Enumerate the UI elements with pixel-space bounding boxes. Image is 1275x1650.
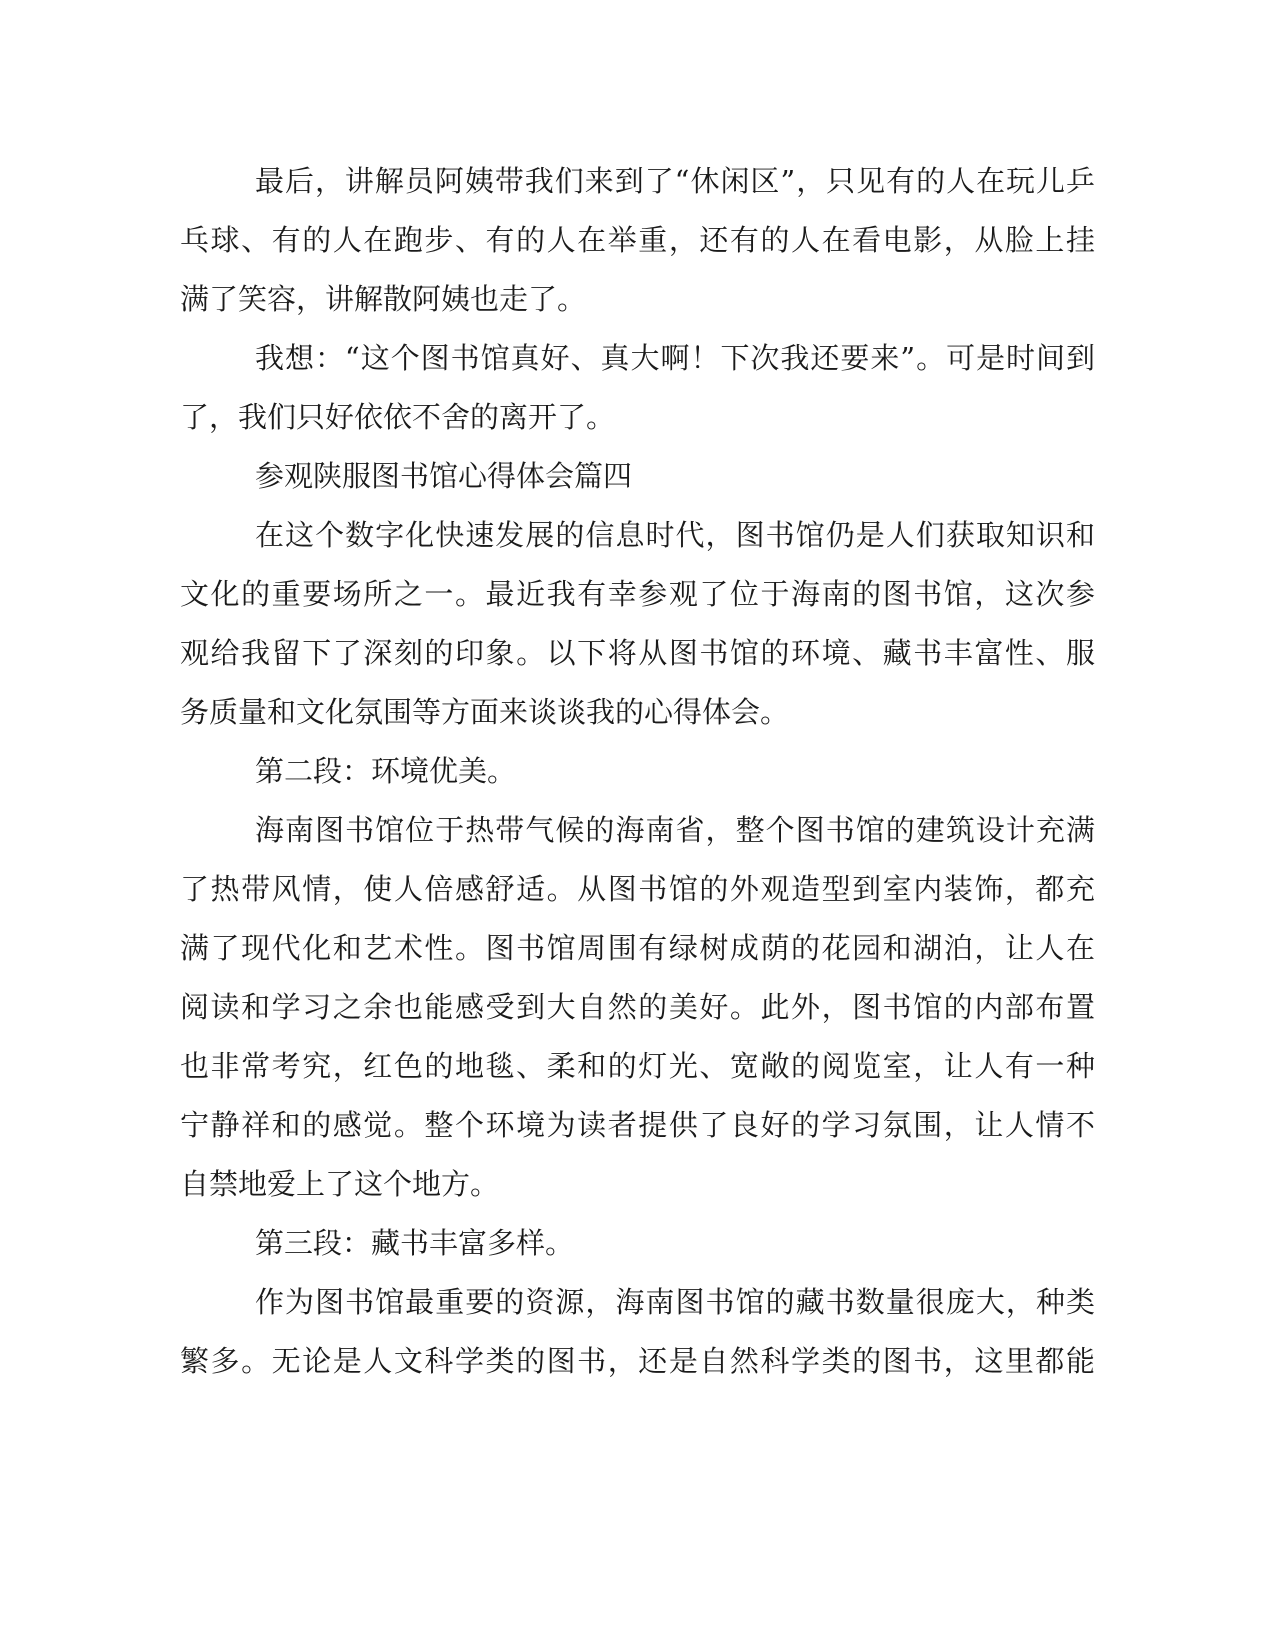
text-line: 乓球、有的人在跑步、有的人在举重，还有的人在看电影，从脸上挂 xyxy=(180,223,1095,257)
document-page xyxy=(180,152,1095,1391)
text-line: 了热带风情，使人倍感舒适。从图书馆的外观造型到室内装饰，都充 xyxy=(180,872,1095,906)
text-line: 自禁地爱上了这个地方。 xyxy=(180,1167,500,1201)
text-line: 宁静祥和的感觉。整个环境为读者提供了良好的学习氛围，让人情不 xyxy=(180,1108,1095,1142)
text-line: 文化的重要场所之一。最近我有幸参观了位于海南的图书馆，这次参 xyxy=(180,577,1095,611)
text-line: 满了笑容，讲解散阿姨也走了。 xyxy=(180,282,587,316)
text-line: 也非常考究，红色的地毯、柔和的灯光、宽敞的阅览室，让人有一种 xyxy=(180,1049,1095,1083)
text-line: 务质量和文化氛围等方面来谈谈我的心得体会。 xyxy=(180,695,790,729)
text-line: 阅读和学习之余也能感受到大自然的美好。此外，图书馆的内部布置 xyxy=(180,990,1095,1024)
text-line: 满了现代化和艺术性。图书馆周围有绿树成荫的花园和湖泊，让人在 xyxy=(180,931,1095,965)
text-line: 观给我留下了深刻的印象。以下将从图书馆的环境、藏书丰富性、服 xyxy=(180,636,1095,670)
text-line: 繁多。无论是人文科学类的图书，还是自然科学类的图书，这里都能 xyxy=(180,1344,1095,1378)
text-line: 海南图书馆位于热带气候的海南省，整个图书馆的建筑设计充满 xyxy=(255,813,1095,847)
section-heading: 第三段：藏书丰富多样。 xyxy=(255,1226,575,1260)
section-heading: 第二段：环境优美。 xyxy=(255,754,517,788)
text-line: 最后，讲解员阿姨带我们来到了“休闲区”，只见有的人在玩儿乒 xyxy=(255,164,1095,198)
text-line: 作为图书馆最重要的资源，海南图书馆的藏书数量很庞大，种类 xyxy=(255,1285,1095,1319)
text-line: 在这个数字化快速发展的信息时代，图书馆仍是人们获取知识和 xyxy=(255,518,1095,552)
section-heading: 参观陕服图书馆心得体会篇四 xyxy=(255,459,633,493)
text-line: 了，我们只好依依不舍的离开了。 xyxy=(180,400,616,434)
text-line: 我想：“这个图书馆真好、真大啊！下次我还要来”。可是时间到 xyxy=(255,341,1095,375)
